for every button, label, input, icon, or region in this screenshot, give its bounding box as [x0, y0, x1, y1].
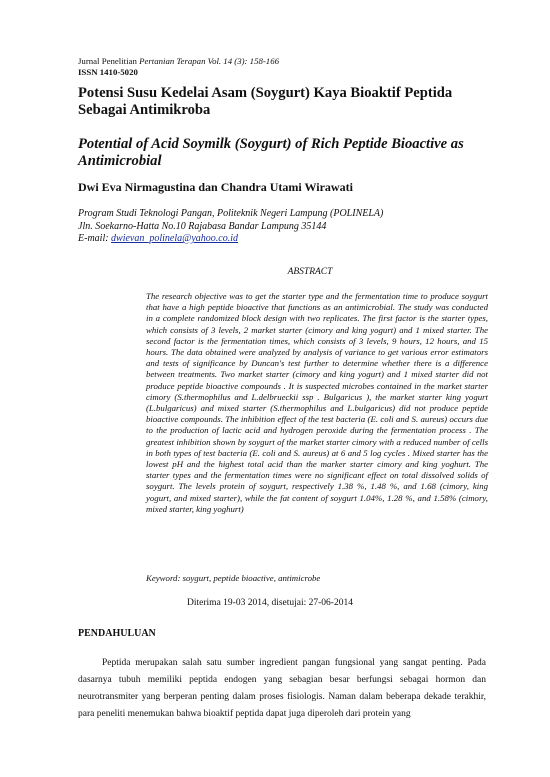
- authors: Dwi Eva Nirmagustina dan Chandra Utami Wirawati: [78, 180, 353, 194]
- email-label: E-mail:: [78, 233, 112, 244]
- section-heading: PENDAHULUAN: [78, 628, 156, 639]
- intro-paragraph: Peptida merupakan salah satu sumber ingredient pangan fungsional yang sangat penting. Pada dasarnya tubuh memiliki peptida endogen yang sebagian besar berfungsi sebagai hormon dan neurotransmiter yang berperan penting dalam proses fisiologis. Naman dalam beberapa dekade terakhir, para peneliti menemukan bahwa bioaktif peptida dapat juga diperoleh dari protein yang: [78, 658, 486, 719]
- journal-header: [78, 56, 279, 78]
- abstract-heading: ABSTRACT: [287, 267, 333, 277]
- affiliation-email: [78, 233, 498, 246]
- issn: ISSN 1410-5020: [78, 67, 138, 77]
- received-date: Diterima 19-03 2014, disetujai: 27-06-2014: [187, 598, 353, 608]
- journal-name: Jurnal Penelitian: [78, 56, 140, 66]
- journal-citation: [78, 56, 279, 67]
- keywords: Keyword: soygurt, peptide bioactive, antimicrobe: [146, 573, 321, 583]
- title-indonesian: Potensi Susu Kedelai Asam (Soygurt) Kaya Bioaktif Peptida Sebagai Antimikroba: [78, 85, 453, 118]
- title-english: Potential of Acid Soymilk (Soygurt) of Rich Peptide Bioactive as Antimicrobial: [78, 136, 464, 169]
- affiliation: [78, 208, 498, 246]
- affiliation-address: Jln. Soekarno-Hatta No.10 Rajabasa Bandar Lampung 35144: [78, 220, 327, 232]
- email-link[interactable]: dwievan_polinela@yahoo.co.id: [111, 233, 238, 244]
- abstract-text: The research objective was to get the starter type and the fermentation time to produce soygurt that have a high peptide bioactive that functions as an antimicrobial. The study was conducted in a complete randomized block design with two replicates. The first factor is the starter types, which consists of 3 levels, 2 market starter (cimory and king yogurt) and 1 mixed starter. The second factor is the fermentation times, which consists of 3 levels, 9 hours, 12 hours, and 15 hours. The data obtained were analyzed by analysis of variance to get various error estimators and tests of significance by Duncan's test further to determine whether there is a difference between treatments. Two market starter (cimory and king yogurt) and 1 mixed starter did not produce peptide bioactive compounds . It is suspected microbes contained in the market starter cimory (S.thermophilus and L.delbrueckii ssp . Bulgaricus ), the market starter king yogurt (L.bulgaricus) and mixed starter (S.thermophilus and L.bulgaricus) did not produce peptide bioactive compounds. The inhibition effect of the test bacteria (E. coli and S. aureus) occurs due to the production of lactic acid and hydrogen peroxide during the fermentation process . The greatest inhibition shown by soygurt of the market starter cimory with a reduced number of cells in both types of test bacteria (E. coli and S. aureus) at 6 and 5 log cycles . Mixed starter has the lowest pH and the highest total acid than the marker starter cimory and king yoghurt. The starter types and the fermentation times were no significant effect on total dissolved solids of soygurt. The levels protein of soygurt, respectively 1.38 %, 1.48 %, and 1.68 (cimory, king yogurt, and mixed starter), while the fat content of soygurt 1.04%, 1.28 %, and 1.58% (cimory, mixed starter, king yoghurt): [146, 291, 488, 514]
- journal-volume: Pertanian Terapan Vol. 14 (3): 158-166: [139, 56, 280, 66]
- affiliation-institution: Program Studi Teknologi Pangan, Politeknik Negeri Lampung (POLINELA): [78, 208, 384, 219]
